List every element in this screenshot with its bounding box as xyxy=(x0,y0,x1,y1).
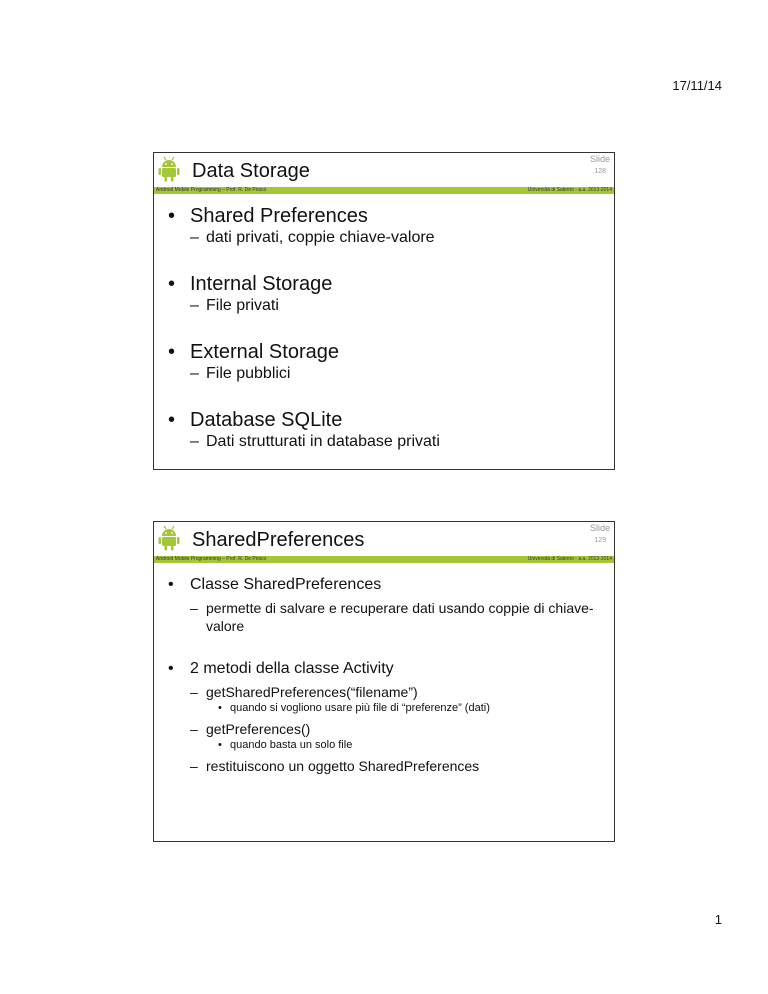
course-label: Android Mobile Programming – Prof. R. De Prisco xyxy=(156,556,267,562)
list-item xyxy=(168,408,598,452)
header-bar xyxy=(154,556,614,563)
sub-bullet-text: – restituiscono un oggetto SharedPreferences xyxy=(168,757,598,775)
slide-label: Slide xyxy=(589,154,610,164)
android-logo-icon xyxy=(158,525,180,551)
slide-number: 128 xyxy=(594,168,606,175)
page-date: 17/11/14 xyxy=(672,78,722,93)
course-label: Android Mobile Programming – Prof. R. De Prisco xyxy=(156,187,267,193)
university-label: Università di Salerno - a.a. 2013-2014 xyxy=(527,187,612,193)
android-logo-icon xyxy=(158,156,180,182)
slide-header xyxy=(154,522,614,556)
bullet-text: • External Storage xyxy=(168,340,598,364)
header-bar xyxy=(154,187,614,194)
sub-bullet-text: – File privati xyxy=(168,296,598,316)
slide-title: SharedPreferences xyxy=(192,529,365,551)
slide-content xyxy=(154,563,614,775)
sub-bullet-text: – getPreferences() xyxy=(168,720,598,738)
slide-title: Data Storage xyxy=(192,160,310,182)
sub-bullet-text: – getSharedPreferences(“filename”) xyxy=(168,683,598,701)
university-label: Università di Salerno - a.a. 2013-2014 xyxy=(527,556,612,562)
slide-data-storage xyxy=(153,152,615,470)
slide-content xyxy=(154,194,614,452)
sub-bullet-text: – Dati strutturati in database privati xyxy=(168,432,598,452)
bullet-text: • Internal Storage xyxy=(168,272,598,296)
detail-bullet-text: • quando si vogliono usare più file di “preferenze” (dati) xyxy=(168,701,598,716)
sub-bullet-text: – permette di salvare e recuperare dati usando coppie di chiave-valore xyxy=(168,599,598,635)
bullet-text: • Database SQLite xyxy=(168,408,598,432)
slide-number: 129 xyxy=(594,537,606,544)
slide-shared-preferences xyxy=(153,521,615,842)
page-number: 1 xyxy=(714,912,722,927)
slide-label: Slide xyxy=(589,523,610,533)
bullet-text: • 2 metodi della classe Activity xyxy=(168,659,598,679)
sub-bullet-text: – dati privati, coppie chiave-valore xyxy=(168,228,598,248)
sub-bullet-text: – File pubblici xyxy=(168,364,598,384)
bullet-text: • Shared Preferences xyxy=(168,204,598,228)
detail-bullet-text: • quando basta un solo file xyxy=(168,738,598,753)
list-item xyxy=(168,204,598,248)
list-item xyxy=(168,272,598,316)
slide-header xyxy=(154,153,614,187)
list-item xyxy=(168,340,598,384)
bullet-text: • Classe SharedPreferences xyxy=(168,575,598,595)
